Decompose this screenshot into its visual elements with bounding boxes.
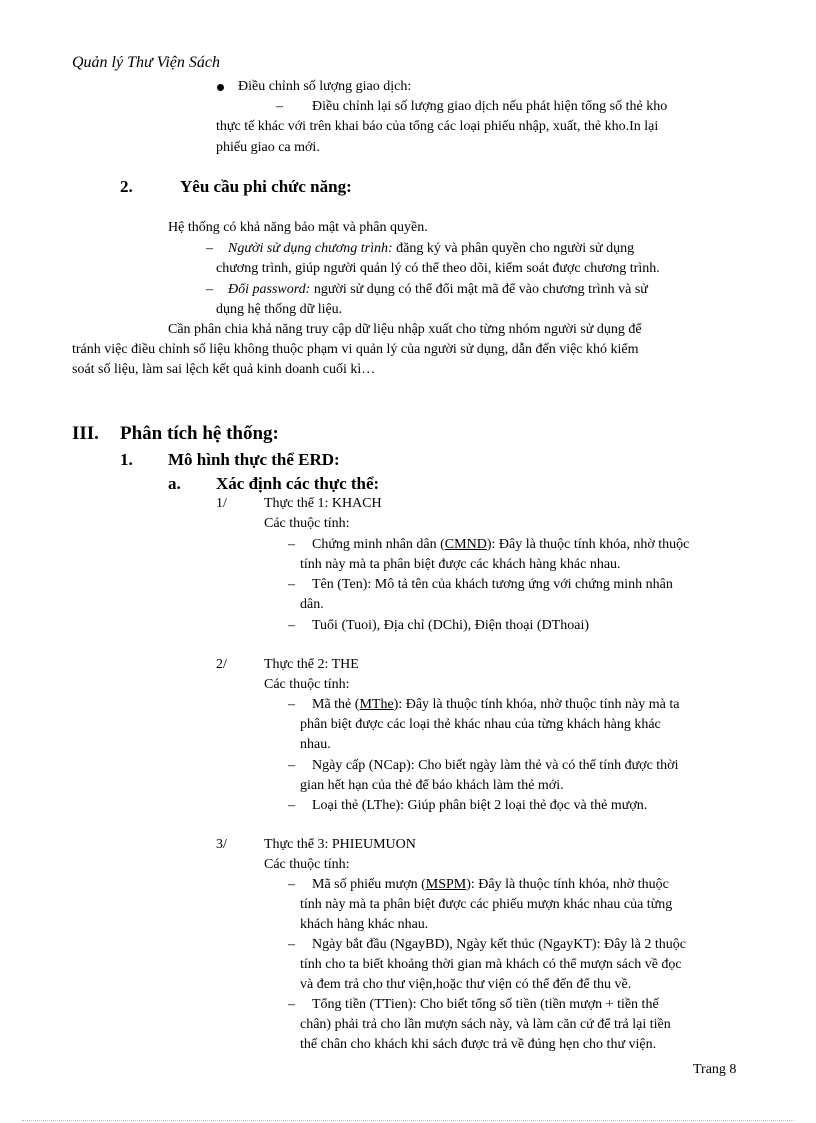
attribute-label: Các thuộc tính: bbox=[264, 857, 350, 872]
entity-title: Thực thể 2: THE bbox=[264, 657, 359, 672]
attribute-text: Ngày cấp (NCap): Cho biết ngày làm thẻ và có thể tính được thời bbox=[312, 758, 679, 773]
attribute-text: và đem trả cho thư viện,hoặc thư viện có thể đến để thu về. bbox=[300, 977, 632, 992]
paragraph-line: soát số liệu, làm sai lệch kết quả kinh doanh cuối kì… bbox=[72, 362, 376, 377]
page-divider bbox=[22, 1120, 794, 1121]
item-label: Đổi password: bbox=[228, 282, 311, 297]
item-text: dụng hệ thống dữ liệu. bbox=[216, 302, 343, 317]
dash-icon: – bbox=[276, 99, 283, 114]
subsection-title: Xác định các thực thể: bbox=[216, 474, 380, 493]
attribute-text: tính này mà ta phân biệt được các phiếu mượn khác nhau của từng bbox=[300, 897, 673, 912]
dash-icon: – bbox=[288, 577, 295, 592]
paragraph-line: phiếu giao ca mới. bbox=[216, 140, 320, 155]
attribute-text: chân) phải trả cho lần mượn sách này, và làm căn cứ để trả lại tiền bbox=[300, 1017, 671, 1032]
attribute-text: ): Đây là thuộc tính khóa, nhờ thuộc tính này mà ta bbox=[393, 697, 680, 712]
attribute-text: Tuổi (Tuoi), Địa chỉ (DChi), Điện thoại (DThoai) bbox=[312, 618, 589, 633]
list-item bbox=[228, 239, 634, 259]
attribute-item bbox=[312, 695, 679, 715]
attribute-text: Tên (Ten): Mô tả tên của khách tương ứng với chứng minh nhân bbox=[312, 577, 673, 592]
paragraph-line: Cần phân chia khả năng truy cập dữ liệu nhập xuất cho từng nhóm người sử dụng để bbox=[168, 322, 642, 337]
subsection-number: a. bbox=[168, 474, 181, 493]
section-number: III. bbox=[72, 423, 99, 444]
dash-icon: – bbox=[288, 997, 295, 1012]
attribute-label: Các thuộc tính: bbox=[264, 677, 350, 692]
attribute-text: dân. bbox=[300, 597, 324, 612]
page-number: Trang 8 bbox=[693, 1062, 737, 1077]
item-text: đăng ký và phân quyền cho người sử dụng bbox=[392, 241, 635, 256]
dash-icon: – bbox=[288, 697, 295, 712]
paragraph-line: tránh việc điều chỉnh số liệu không thuộc phạm vi quản lý của người sử dụng, dẫn đến việc khó kiểm bbox=[72, 342, 639, 357]
entity-title: Thực thể 1: KHACH bbox=[264, 496, 382, 511]
dash-icon: – bbox=[206, 241, 213, 256]
attribute-text: Mã số phiếu mượn ( bbox=[312, 877, 426, 892]
dash-icon: – bbox=[288, 618, 295, 633]
paragraph-line: Điều chỉnh lại số lượng giao dịch nếu phát hiện tổng số thẻ kho bbox=[312, 99, 668, 114]
dash-icon: – bbox=[206, 282, 213, 297]
attribute-text: Ngày bắt đầu (NgayBD), Ngày kết thúc (NgayKT): Đây là 2 thuộc bbox=[312, 937, 687, 952]
item-text: người sử dụng có thể đổi mật mã để vào chương trình và sử bbox=[310, 282, 648, 297]
dash-icon: – bbox=[288, 758, 295, 773]
attribute-item bbox=[312, 875, 669, 895]
page-header-title: Quản lý Thư Viện Sách bbox=[72, 54, 220, 71]
key-attribute: MSPM bbox=[425, 877, 467, 892]
item-text: chương trình, giúp người quản lý có thể theo dõi, kiểm soát được chương trình. bbox=[216, 261, 660, 276]
attribute-text: Chứng minh nhân dân ( bbox=[312, 537, 445, 552]
attribute-text: Loại thẻ (LThe): Giúp phân biệt 2 loại thẻ đọc và thẻ mượn. bbox=[312, 798, 648, 813]
subsection-title: Mô hình thực thể ERD: bbox=[168, 450, 340, 469]
section-title: Phân tích hệ thống: bbox=[120, 423, 279, 444]
attribute-text: tính cho ta biết khoảng thời gian mà khách có thể mượn sách về đọc bbox=[300, 957, 682, 972]
attribute-text: Tổng tiền (TTien): Cho biết tổng số tiền (tiền mượn + tiền thế bbox=[312, 997, 659, 1012]
attribute-text: tính này mà ta phân biệt được các khách hàng khác nhau. bbox=[300, 557, 621, 572]
dash-icon: – bbox=[288, 937, 295, 952]
dash-icon: – bbox=[288, 798, 295, 813]
attribute-label: Các thuộc tính: bbox=[264, 516, 350, 531]
attribute-item bbox=[312, 535, 689, 555]
entity-number: 3/ bbox=[216, 837, 227, 852]
key-attribute: MThe bbox=[359, 697, 394, 712]
section-title: Yêu cầu phi chức năng: bbox=[180, 177, 352, 196]
attribute-text: Mã thẻ ( bbox=[312, 697, 360, 712]
entity-number: 2/ bbox=[216, 657, 227, 672]
section-intro: Hệ thống có khả năng bảo mật và phân quyền. bbox=[168, 220, 428, 235]
list-item bbox=[228, 280, 648, 300]
attribute-text: gian hết hạn của thẻ để báo khách làm thẻ mới. bbox=[300, 778, 564, 793]
bullet-icon bbox=[217, 84, 224, 91]
key-attribute: CMND bbox=[444, 537, 487, 552]
attribute-text: phân biệt được các loại thẻ khác nhau của từng khách hàng khác bbox=[300, 717, 661, 732]
entity-number: 1/ bbox=[216, 496, 227, 511]
attribute-text: khách hàng khác nhau. bbox=[300, 917, 429, 932]
bullet-text: Điều chỉnh số lượng giao dịch: bbox=[238, 79, 412, 94]
section-number: 2. bbox=[120, 177, 133, 196]
entity-title: Thực thể 3: PHIEUMUON bbox=[264, 837, 416, 852]
item-label: Người sử dụng chương trình: bbox=[228, 241, 393, 256]
attribute-text: nhau. bbox=[300, 737, 331, 752]
attribute-text: thế chân cho khách khi sách được trả về đúng hẹn cho thư viện. bbox=[300, 1037, 657, 1052]
paragraph-line: thực tế khác với trên khai báo của tổng các loại phiếu nhập, xuất, thẻ kho.In lại bbox=[216, 119, 659, 134]
subsection-number: 1. bbox=[120, 450, 133, 469]
dash-icon: – bbox=[288, 877, 295, 892]
attribute-text: ): Đây là thuộc tính khóa, nhờ thuộc bbox=[486, 537, 690, 552]
attribute-text: ): Đây là thuộc tính khóa, nhờ thuộc bbox=[466, 877, 669, 892]
dash-icon: – bbox=[288, 537, 295, 552]
